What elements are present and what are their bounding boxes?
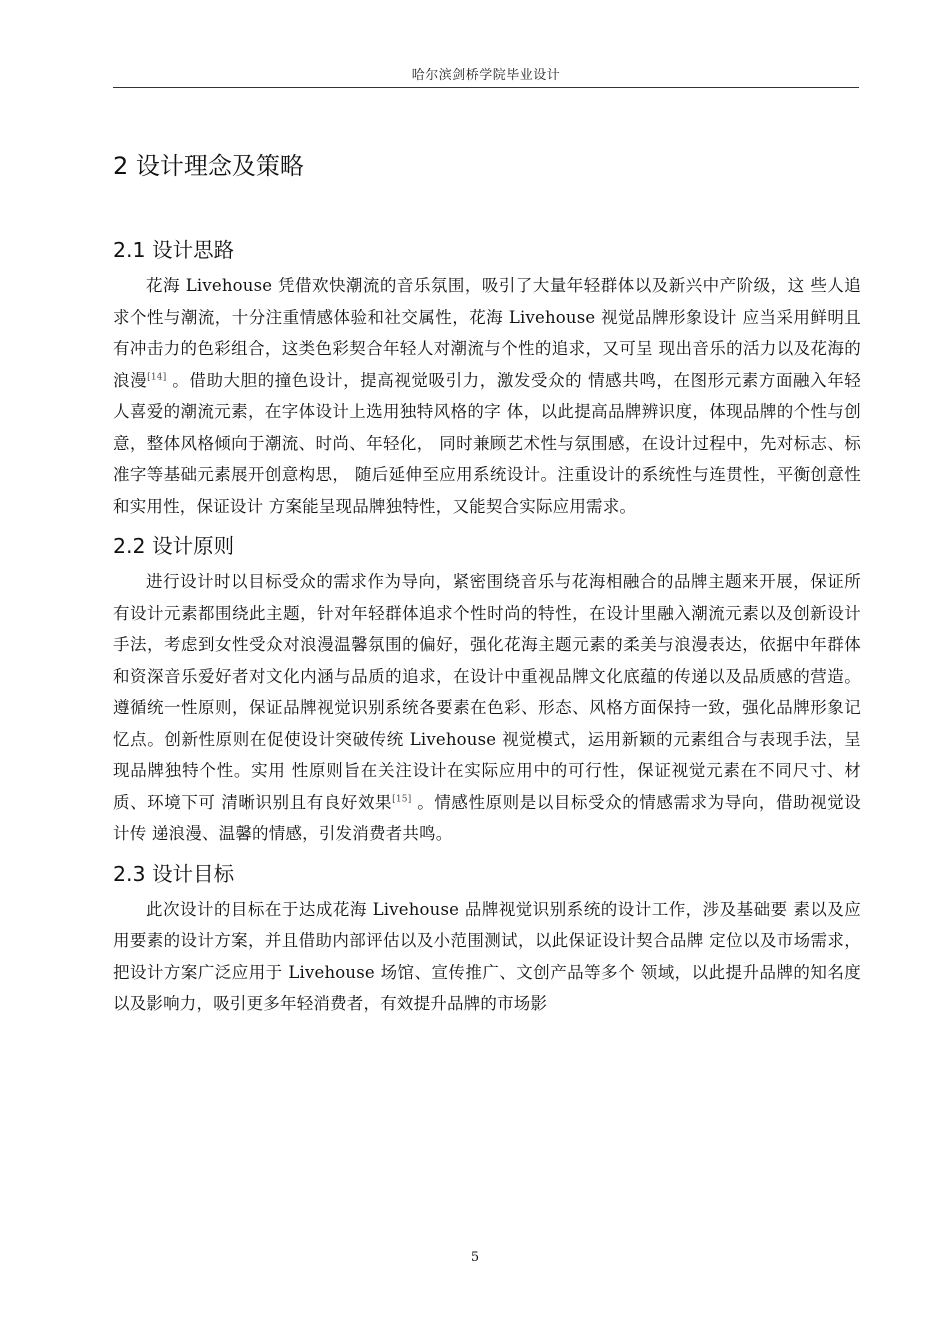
paragraph: 花海 Livehouse 凭借欢快潮流的音乐氛围，吸引了大量年轻群体以及新兴中产阶级，这 些人追求个性与潮流，十分注重情感体验和社交属性，花海 Livehouse 视觉品牌形象设计 应当采用鲜明且有冲击力的色彩组合，这类色彩契合年轻人对潮流与个性的追求，又可呈 现出音乐的活力以及花海的浪漫[14] 。借助大胆的撞色设计，提高视觉吸引力，激发受众的 情感共鸣，在图形元素方面融入年轻人喜爱的潮流元素，在字体设计上选用独特风格的字 体，以此提高品牌辨识度，体现品牌的个性与创意，整体风格倾向于潮流、时尚、年轻化， 同时兼顾艺术性与氛围感，在设计过程中，先对标志、标准字等基础元素展开创意构思， 随后延伸至应用系统设计。注重设计的系统性与连贯性，平衡创意性和实用性，保证设计 方案能呈现品牌独特性，又能契合实际应用需求。 bbox=[113, 276, 862, 516]
header-rule bbox=[113, 87, 859, 88]
citation[interactable]: [14] bbox=[147, 372, 167, 382]
paragraph: 此次设计的目标在于达成花海 Livehouse 品牌视觉识别系统的设计工作，涉及基础要 素以及应用要素的设计方案，并且借助内部评估以及小范围测试，以此保证设计契合品牌 定位以及市场需求，把设计方案广泛应用于 Livehouse 场馆、宣传推广、文创产品等多个 领域，以此提升品牌的知名度以及影响力，吸引更多年轻消费者，有效提升品牌的市场影 bbox=[113, 899, 861, 1013]
page-header: 哈尔滨剑桥学院毕业设计 bbox=[411, 68, 561, 83]
paragraph: 进行设计时以目标受众的需求作为导向，紧密围绕音乐与花海相融合的品牌主题来开展，保证所有设计元素都围绕此主题，针对年轻群体追求个性时尚的特性，在设计里融入潮流元素以及创新设计手法，考虑到女性受众对浪漫温馨氛围的偏好，强化花海主题元素的柔美与浪漫表达，依据中年群体和资深音乐爱好者对文化内涵与品质的追求，在设计中重视品牌文化底蕴的传递以及品质感的营造。遵循统一性原则，保证品牌视觉识别系统各要素在色彩、形态、风格方面保持一致，强化品牌形象记忆点。创新性原则在促使设计突破传统 Livehouse 视觉模式，运用新颖的元素组合与表现手法，呈现品牌独特个性。实用 性原则旨在关注设计在实际应用中的可行性，保证视觉元素在不同尺寸、材质、环境下可 清晰识别且有良好效果[15] 。情感性原则是以目标受众的情感需求为导向，借助视觉设计传 递浪漫、温馨的情感，引发消费者共鸣。 bbox=[113, 572, 861, 843]
chapter-title: 2 设计理念及策略 bbox=[113, 152, 304, 180]
citation[interactable]: [15] bbox=[392, 794, 412, 804]
page-content bbox=[113, 140, 861, 1024]
section-title-2-1: 2.1 设计思路 bbox=[113, 238, 235, 262]
section-title-2-3: 2.3 设计目标 bbox=[113, 861, 235, 886]
page-number: 5 bbox=[470, 1250, 480, 1265]
section-title-2-2: 2.2 设计原则 bbox=[113, 534, 235, 558]
